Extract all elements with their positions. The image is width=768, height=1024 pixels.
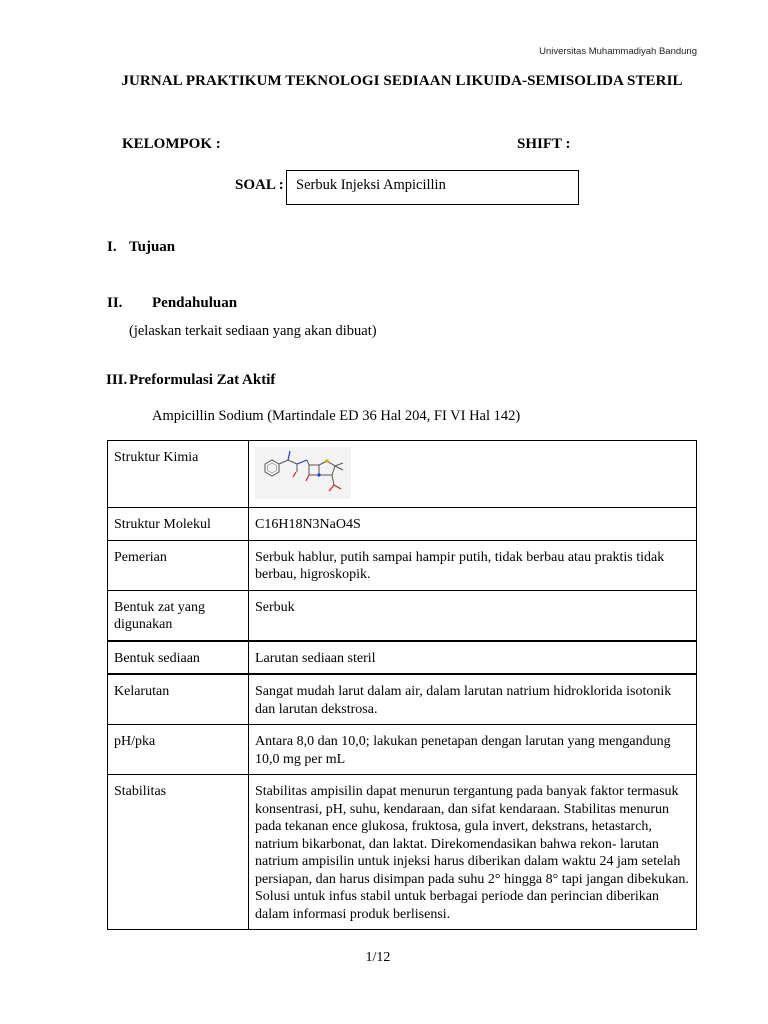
section-1-title: Tujuan bbox=[129, 239, 176, 255]
table-row bbox=[108, 590, 697, 641]
ampicillin-structure-icon bbox=[255, 447, 351, 499]
row-value: Serbuk bbox=[249, 590, 697, 641]
table-row bbox=[108, 674, 697, 725]
row-label: Kelarutan bbox=[108, 674, 249, 725]
table-row bbox=[108, 725, 697, 775]
preformulation-table bbox=[107, 440, 697, 930]
row-value: C16H18N3NaO4S bbox=[249, 508, 697, 541]
row-label: Bentuk sediaan bbox=[108, 641, 249, 675]
page-number: 1/12 bbox=[365, 950, 391, 965]
section-3-number: III. bbox=[106, 372, 128, 388]
row-value: Stabilitas ampisilin dapat menurun tergantung pada banyak faktor termasuk konsentrasi, pH, suhu, kendaraan, dan sifat kendaraan. Stabilitas menurun pada tekanan ence glukosa, fruktosa, gula invert, dekstrans, hetastarch, natrium bikarbonat, dan laktat. Direkomendasikan bahwa rekon- larutan natrium ampisilin untuk injeksi harus diberikan dalam waktu 24 jam setelah persiapan, dan harus disimpan pada suhu 2° hingga 8° tapi jangan dibekukan. Solusi untuk infus stabil untuk berbagai periode dan perincian diberikan dalam informasi produk berlisensi. bbox=[249, 775, 697, 930]
table-row bbox=[108, 775, 697, 930]
row-label: Pemerian bbox=[108, 540, 249, 590]
row-value bbox=[249, 441, 697, 508]
row-label: pH/pka bbox=[108, 725, 249, 775]
row-value: Antara 8,0 dan 10,0; lakukan penetapan dengan larutan yang mengandung 10,0 mg per mL bbox=[249, 725, 697, 775]
soal-value-box: Serbuk Injeksi Ampicillin bbox=[286, 170, 579, 205]
table-row bbox=[108, 641, 697, 675]
soal-label: SOAL : bbox=[235, 177, 284, 193]
row-label: Bentuk zat yang digunakan bbox=[108, 590, 249, 641]
section-3-source: Ampicillin Sodium (Martindale ED 36 Hal 204, FI VI Hal 142) bbox=[152, 408, 521, 424]
row-value: Serbuk hablur, putih sampai hampir putih, tidak berbau atau praktis tidak berbau, higroskopik. bbox=[249, 540, 697, 590]
page-title: JURNAL PRAKTIKUM TEKNOLOGI SEDIAAN LIKUIDA-SEMISOLIDA STERIL bbox=[121, 73, 683, 89]
section-1-number: I. bbox=[107, 239, 117, 255]
section-2-title: Pendahuluan bbox=[152, 295, 238, 311]
row-label: Stabilitas bbox=[108, 775, 249, 930]
row-label: Struktur Molekul bbox=[108, 508, 249, 541]
kelompok-label: KELOMPOK : bbox=[122, 136, 221, 152]
institution-header: Universitas Muhammadiyah Bandung bbox=[539, 46, 697, 57]
section-2-number: II. bbox=[107, 295, 123, 311]
table-row bbox=[108, 441, 697, 508]
row-value: Larutan sediaan steril bbox=[249, 641, 697, 675]
section-3-title: Preformulasi Zat Aktif bbox=[129, 372, 276, 388]
section-2-note: (jelaskan terkait sediaan yang akan dibuat) bbox=[129, 323, 377, 339]
shift-label: SHIFT : bbox=[517, 136, 571, 152]
table-row bbox=[108, 540, 697, 590]
table-row bbox=[108, 508, 697, 541]
row-value: Sangat mudah larut dalam air, dalam larutan natrium hidroklorida isotonik dan larutan dekstrosa. bbox=[249, 674, 697, 725]
row-label: Struktur Kimia bbox=[108, 441, 249, 508]
